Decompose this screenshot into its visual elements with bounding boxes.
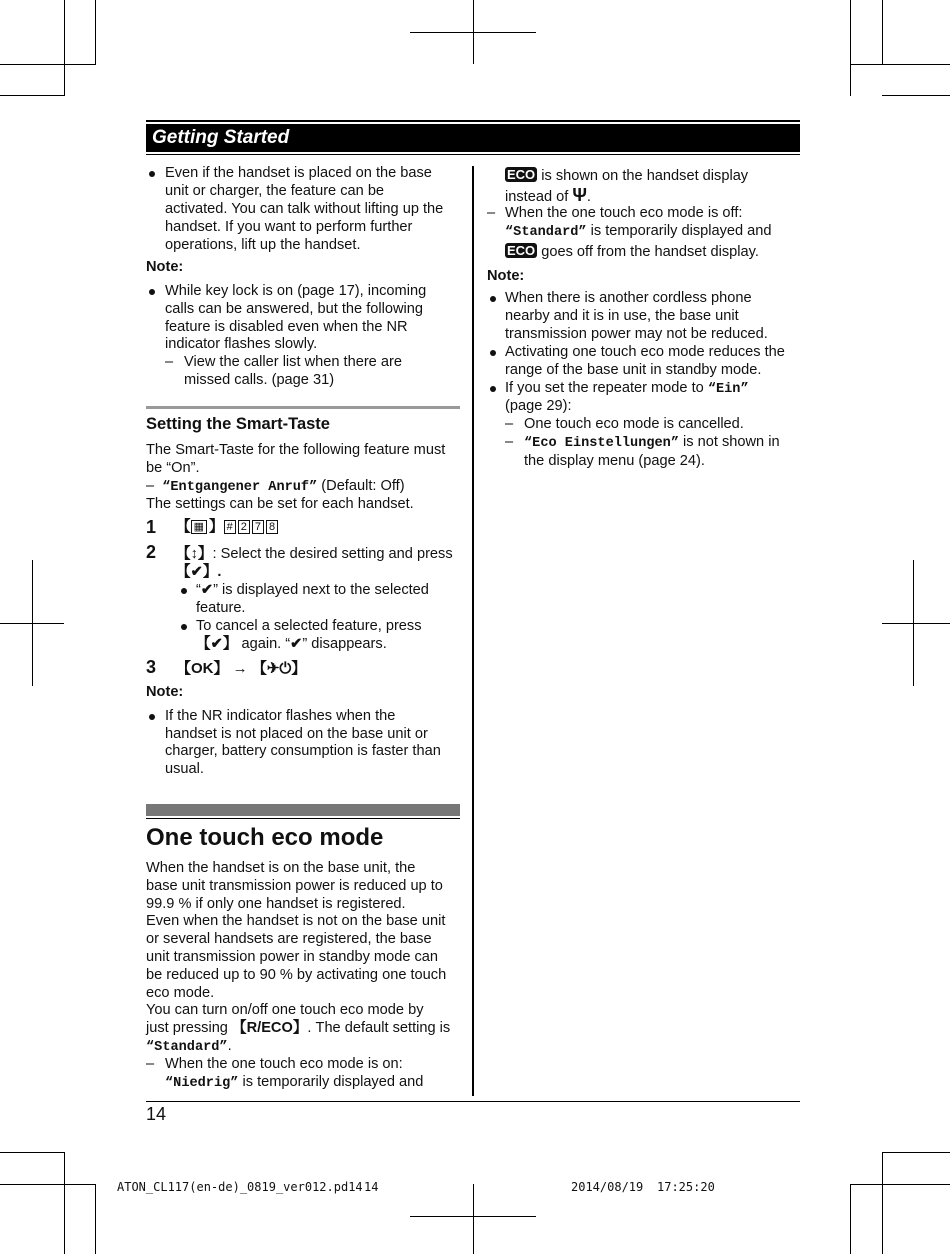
up-down-arrow-icon: ↕	[190, 546, 198, 562]
step3-keys: 【OK】 → 【✈⏻】	[176, 660, 307, 677]
crop-mark	[473, 1184, 474, 1254]
step-number: 2	[146, 542, 157, 562]
dash-icon: –	[505, 434, 514, 450]
key-hash: #	[224, 520, 236, 534]
right-line: instead of Ψ.	[505, 185, 591, 205]
crop-mark	[850, 1184, 950, 1185]
check-icon: ✔	[200, 582, 214, 598]
page-number: 14	[146, 1104, 167, 1124]
header-rule	[146, 120, 800, 122]
footer-time: 17:25:20	[657, 1180, 715, 1194]
crop-mark	[850, 64, 950, 65]
note-line: While key lock is on (page 17), incoming	[165, 283, 427, 299]
niedrig-value: “Niedrig”	[165, 1076, 239, 1091]
note-line: nearby and it is in use, the base unit	[505, 308, 739, 324]
step2-sub-line: feature.	[196, 600, 246, 616]
intro-line: Even if the handset is placed on the base	[165, 165, 432, 181]
eco-badge-icon: ECO	[507, 167, 536, 182]
eco-para-line: Even when the handset is not on the base unit	[146, 913, 446, 929]
section-rule	[146, 406, 460, 409]
footer-date: 2014/08/19	[571, 1180, 644, 1194]
check-icon: ✔	[290, 636, 303, 652]
off-power-icon: ✈⏻	[266, 660, 292, 677]
intro-line: handset. If you want to perform further	[165, 219, 413, 235]
eco-para-line: You can turn on/off one touch eco mode by	[146, 1002, 424, 1018]
step-number: 1	[146, 517, 157, 537]
key-2: 2	[238, 520, 250, 534]
note-label: Note:	[487, 268, 525, 284]
right-line: ECO is shown on the handset display	[507, 167, 749, 184]
crop-mark	[0, 1184, 96, 1185]
intro-line: unit or charger, the feature can be	[165, 183, 385, 199]
smart-settings-text: The settings can be set for each handset.	[146, 496, 414, 512]
smart-intro-line: The Smart-Taste for the following feature must	[146, 442, 446, 458]
intro-line: operations, lift up the handset.	[165, 237, 361, 253]
menu-key-icon: ▦	[191, 520, 207, 534]
step2-sub-line: To cancel a selected feature, press	[196, 618, 422, 634]
bullet-icon	[149, 171, 155, 177]
note-dash-line: One touch eco mode is cancelled.	[524, 416, 744, 432]
note-dash-line: View the caller list when there are	[184, 354, 402, 370]
key-8: 8	[266, 520, 278, 534]
crop-mark	[0, 623, 64, 624]
step-number: 3	[146, 657, 157, 677]
dash-icon: –	[146, 1056, 155, 1072]
bullet-icon	[490, 386, 496, 392]
section-bar	[146, 804, 460, 816]
eco-key: 【R/ECO】	[231, 1020, 308, 1036]
dash-icon: –	[487, 205, 496, 221]
eco-para-line: “Standard”.	[146, 1038, 232, 1055]
standard-value: “Standard”	[505, 225, 587, 240]
note-line: When there is another cordless phone	[505, 290, 752, 306]
note-line: charger, battery consumption is faster than	[165, 743, 441, 759]
footer-page: 14	[364, 1180, 379, 1194]
eco-para-line: 99.9 % if only one handset is registered.	[146, 896, 406, 912]
footer-filename: ATON_CL117(en-de)_0819_ver012.pd14	[117, 1180, 363, 1194]
eco-para-line: be reduced up to 90 % by activating one touch	[146, 967, 447, 983]
smart-intro-line: be “On”.	[146, 460, 200, 476]
eco-on-line: When the one touch eco mode is on:	[165, 1056, 403, 1072]
note-line: If the NR indicator flashes when the	[165, 708, 396, 724]
footer-rule	[146, 1101, 800, 1102]
step1-keys: 【 ▦ 】 # 2 7 8	[176, 519, 280, 537]
crop-mark	[882, 1152, 950, 1153]
eco-para-line: just pressing 【R/ECO】. The default setting is	[146, 1020, 451, 1036]
note-line: indicator flashes slowly.	[165, 336, 318, 352]
eco-para-line: base unit transmission power is reduced up to	[146, 878, 443, 894]
note-line: range of the base unit in standby mode.	[505, 362, 762, 378]
bullet-icon	[490, 296, 496, 302]
crop-mark	[410, 32, 536, 33]
note-dash-line: missed calls. (page 31)	[184, 372, 335, 388]
eco-settings-value: “Eco Einstellungen”	[524, 436, 679, 451]
step2-sub-line: 【✔】 again. “✔” disappears.	[196, 636, 387, 652]
ein-value: “Ein”	[707, 382, 749, 397]
note-line: Activating one touch eco mode reduces the	[505, 344, 785, 360]
eco-para-line: eco mode.	[146, 985, 215, 1001]
right-line: “Standard” is temporarily displayed and	[505, 223, 772, 240]
smart-item: – “Entgangener Anruf” (Default: Off)	[146, 478, 405, 495]
crop-mark	[95, 0, 96, 64]
smart-taste-heading: Setting the Smart-Taste	[146, 415, 330, 433]
note-line: usual.	[165, 761, 204, 777]
note-dash-line: the display menu (page 24).	[524, 453, 705, 469]
ok-key: OK	[191, 660, 214, 677]
antenna-icon: Ψ	[572, 185, 587, 205]
eco-badge-icon: ECO	[507, 243, 536, 258]
eco-off-line: When the one touch eco mode is off:	[505, 205, 743, 221]
crop-mark	[0, 64, 96, 65]
crop-mark	[850, 1184, 851, 1254]
check-key-icon: 【✔】.	[176, 564, 222, 580]
crop-mark	[64, 1152, 65, 1254]
eco-para-line: When the handset is on the base unit, the	[146, 860, 416, 876]
crop-mark	[0, 1152, 64, 1153]
dash-icon: –	[165, 354, 174, 370]
intro-line: activated. You can talk without lifting up the	[165, 201, 444, 217]
bullet-icon	[149, 714, 155, 720]
note-line: handset is not placed on the base unit or	[165, 726, 428, 742]
note-line: If you set the repeater mode to “Ein”	[505, 380, 749, 397]
note-line: calls can be answered, but the following	[165, 301, 423, 317]
standard-value: “Standard”	[146, 1040, 228, 1055]
header-underline	[146, 154, 800, 155]
eco-para-line: or several handsets are registered, the base	[146, 931, 432, 947]
eco-para-line: unit transmission power in standby mode can	[146, 949, 439, 965]
crop-mark	[410, 1216, 536, 1217]
note-label: Note:	[146, 684, 184, 700]
crop-mark	[882, 623, 950, 624]
step2-line: 【↕】: Select the desired setting and press	[176, 546, 453, 562]
smart-item-default: (Default: Off)	[317, 478, 405, 494]
step2-text: : Select the desired setting and press	[212, 546, 453, 562]
check-key-icon: 【✔】	[196, 636, 238, 652]
note-line: feature is disabled even when the NR	[165, 319, 408, 335]
note-line: transmission power may not be reduced.	[505, 326, 768, 342]
crop-mark	[850, 0, 851, 96]
page-section-title: Getting Started	[152, 127, 290, 148]
dash-icon: –	[505, 416, 514, 432]
bullet-icon	[181, 588, 187, 594]
crop-mark	[64, 0, 65, 96]
bullet-icon	[181, 624, 187, 630]
crop-mark	[882, 95, 950, 96]
smart-item-name: “Entgangener Anruf”	[162, 480, 318, 495]
crop-mark	[882, 0, 883, 64]
crop-mark	[0, 95, 64, 96]
step2-sub-line: “✔” is displayed next to the selected	[196, 582, 429, 598]
bullet-icon	[149, 289, 155, 295]
right-line: ECO goes off from the handset display.	[507, 243, 759, 260]
eco-on-line: “Niedrig” is temporarily displayed and	[165, 1074, 424, 1091]
note-label: Note:	[146, 259, 184, 275]
column-divider	[472, 166, 474, 1096]
section-rule	[146, 818, 460, 819]
eco-heading: One touch eco mode	[146, 824, 384, 851]
key-7: 7	[252, 520, 264, 534]
bullet-icon	[490, 350, 496, 356]
crop-mark	[882, 1152, 883, 1254]
crop-mark	[95, 1184, 96, 1254]
note-line: (page 29):	[505, 398, 572, 414]
step2-sub-text: is displayed next to the selected	[222, 582, 429, 598]
note-dash-line: “Eco Einstellungen” is not shown in	[524, 434, 780, 451]
